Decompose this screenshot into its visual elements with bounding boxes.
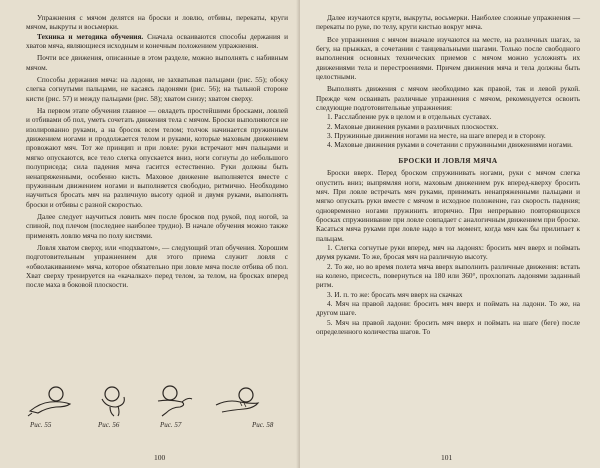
hand-ball-grip-icon: [88, 385, 140, 417]
list-item: 2. То же, но во время полета мяча вверх выполнить различные движения: встать на колено, присесть, повернуться на 180 или 360°, прохлопать ладонями заданный ритм.: [316, 261, 580, 290]
left-paragraph: На первом этапе обучения главное — овладеть простейшими бросками, ловлей и отбивами об пол, уметь сочетать движения тела с мячом. Броски выполняются не изолированно руками, а на бросок всем телом; толчок начинается пружинным движением ногами и продолжается телом и руками, которые маховым движением провожают мяч. Тот же принцип и при ловле: руки встречают мяч пальцами и мягко опускаются, все тело слегка опускается вниз, ноги согнуты до небольшого полуприседа; сила падения мяча гасится естественно. Руки должны быть ненапряженными, особенно кисть. Маховое движение выполняется вместе с пружинным движением ногами и выполняется свободно, ритмично. Необходимо научиться бросать мяч на различную высоту одной и двумя руками, выполнять броски и отбивы с разной скоростью.: [26, 106, 288, 209]
right-page: [300, 0, 600, 468]
bold-lead: Техника и методика обучения.: [37, 31, 144, 41]
hand-ball-fingers-icon: [212, 385, 264, 417]
list-item: 1. Слегка согнутые руки вперед, мяч на ладонях: бросить мяч вверх и поймать двумя руками. То же, бросая мяч на различную высоту.: [316, 242, 580, 262]
left-paragraph: Упражнения с мячом делятся на броски и ловлю, отбивы, перекаты, круги мячом, выкруты и восьмерки.: [26, 13, 288, 32]
right-paragraph: Выполнять движения с мячом необходимо как правой, так и левой рукой. Прежде чем осваивать различные упражнения с мячом, рекомендуется освоить следующие подготовительные упражнения:: [316, 84, 580, 113]
list-item: 2. Маховые движения руками в различных плоскостях.: [327, 121, 499, 131]
right-paragraph: Броски вверх. Перед броском спружинивать ногами, руки с мячом слегка опустить вниз; выпрямляя ноги, маховым движением рук вперед-кверху бросить мяч. При ловле встречать мяч руками, принимать ненапряженными пальцами и мягко опускать руки вместе с мячом в исходное положение, газ скорость падения; одновременно ногами пружинить вторично. При непрерывно повторяющихся бросках спружинивание при ловле совпадает с аналогичным движением при броске. Касаться мяча руками при ловле надо в тот момент, когда мяч как бы прилипает к пальцам.: [316, 168, 580, 243]
figure-caption: Рис. 56: [98, 421, 120, 429]
list-item: 4. Маховые движения руками в сочетании с пружинными движениями ногами.: [327, 140, 573, 150]
section-heading: БРОСКИ И ЛОВЛЯ МЯЧА: [398, 155, 498, 165]
right-paragraph: Далее изучаются круги, выкруты, восьмерки. Наиболее сложные упражнения — перекаты по руке, по телу, круги кистью вокруг мяча.: [316, 13, 580, 32]
left-paragraph: Способы держания мяча: на ладони, не захватывая пальцами (рис. 55); обоку слегка согнутыми пальцами, не касаясь ладонями (рис. 56); на тыльной стороне кисти (рис. 57) и между пальцами (рис. 58); хватом снизу; хватом сверху.: [26, 75, 288, 103]
figure-caption: Рис. 58: [252, 421, 274, 429]
list-item: 1. Расслабление рук в целом и в отдельных суставах.: [327, 112, 492, 122]
page-number-left: 100: [154, 453, 166, 462]
left-paragraph: Почти все движения, описанные в этом разделе, можно выполнять с набивным мячом.: [26, 53, 288, 72]
left-paragraph: Далее следует научиться ловить мяч после бросков под рукой, под ногой, за спиной, под плечом (последнее наиболее трудно). В начале обучения можно также применять ловлю мяча по полу кистями.: [26, 211, 288, 240]
page-number-right: 101: [441, 453, 453, 462]
figure-row: [26, 385, 288, 429]
list-item: 5. Мяч на правой ладони: бросить мяч вверх и поймать на шаге (беге) после определенного количества шагов. То: [316, 317, 580, 336]
figure-caption: Рис. 57: [160, 421, 182, 429]
list-item: 3. Пружинные движения ногами на месте, на шаге вперед и в сторону.: [327, 131, 546, 141]
figure-caption: Рис. 55: [30, 421, 52, 429]
left-paragraph-text: Сначала осваиваются способы держания и хватов мяча, являющиеся исходным и конечным положением упражнения.: [26, 31, 288, 51]
hand-ball-on-palm-icon: [26, 385, 78, 417]
list-item: 4. Мяч на правой ладони: бросить мяч вверх и поймать на ладони. То же, на другом шаге.: [316, 298, 580, 318]
hand-ball-back-icon: [148, 385, 200, 417]
right-paragraph: Все упражнения с мячом вначале изучаются на месте, на различных шагах, за бегу, на прыжках, в сочетании с танцевальными шагами. Только после свободного выполнения основных технических приемов с мячом можно усложнять их движениями тела и перестроениями. Причем движения мяча и тела должны быть целостными.: [316, 34, 580, 82]
left-paragraph: [26, 32, 288, 51]
list-item: 3. И. п. то же: бросать мяч вверх на скачках: [327, 289, 463, 299]
left-paragraph: Ловля хватом сверху, или «подхватом», — следующий этап обучения. Хорошим подготовительным упражнением для этого приема служит ловля с «обволакиванием» мяча, которое обязательно при ловле мяча после отбива об пол. Хват сверху тренируется на «качалках» перед телом, за телом, на бросках вперед после маха в боковой плоскости.: [26, 242, 288, 290]
